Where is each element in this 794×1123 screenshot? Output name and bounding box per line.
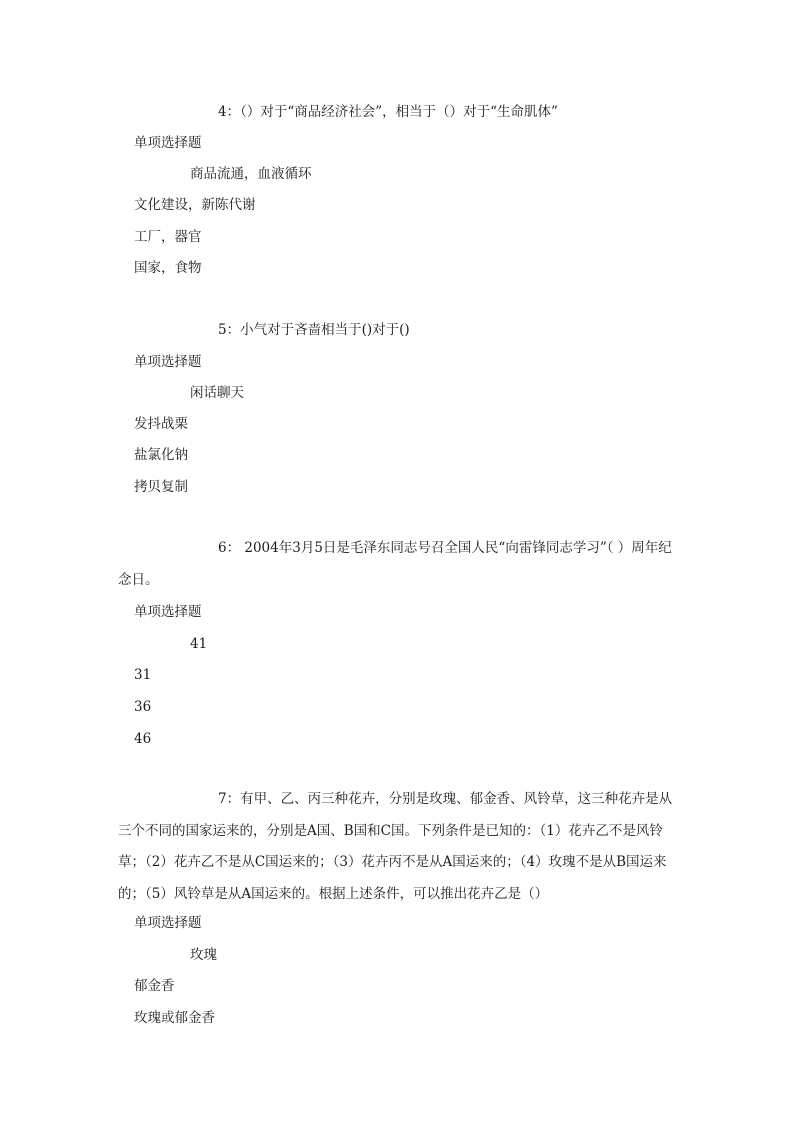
question-5-text: 5：小气对于吝啬相当于()对于() [218,322,410,338]
question-5-option-d: 拷贝复制 [134,479,188,495]
question-4-option-b: 文化建设，新陈代谢 [134,197,256,213]
question-4-text: 4：（）对于“商品经济社会”，相当于（）对于“生命肌体” [218,104,558,120]
question-7-option-a: 玫瑰 [190,947,217,963]
question-4-option-a: 商品流通，血液循环 [190,166,312,182]
question-6-option-a: 41 [190,636,208,652]
question-6-text: 6： 2004年3月5日是毛泽东同志号召全国人民“向雷锋同志学习”（ ）周年纪念日。 [118,540,672,588]
question-5-option-a: 闲话聊天 [190,385,244,401]
question-4-option-c: 工厂，器官 [134,229,202,245]
question-4-type: 单项选择题 [134,135,202,151]
question-5-option-c: 盐氯化钠 [134,447,188,463]
question-6-option-c: 36 [134,699,152,715]
question-6-option-b: 31 [134,667,152,683]
question-7-option-c: 玫瑰或郁金香 [134,1010,215,1026]
question-5-option-b: 发抖战栗 [134,416,188,432]
question-6-type: 单项选择题 [134,604,202,620]
question-7-text: 7：有甲、乙、丙三种花卉，分别是玫瑰、郁金香、风铃草，这三种花卉是从三个不同的国家运来的，分别是A国、B国和C国。下列条件是已知的：（1）花卉乙不是风铃草；（2）花卉乙不是从C国运来的；（3）花卉丙不是从A国运来的；（4）玫瑰不是从B国运来的；（5）风铃草是从A国运来的。根据上述条件，可以推出花卉乙是（） [118,791,673,902]
question-5-type: 单项选择题 [134,354,202,370]
question-7-type: 单项选择题 [134,915,202,931]
question-6-option-d: 46 [134,731,152,747]
question-7-option-b: 郁金香 [134,978,175,994]
question-4-option-d: 国家，食物 [134,260,202,276]
